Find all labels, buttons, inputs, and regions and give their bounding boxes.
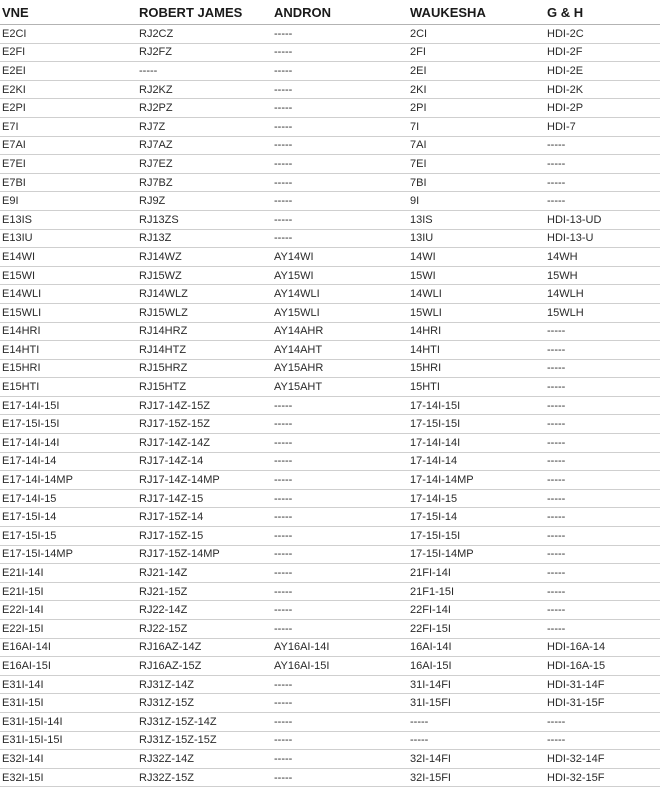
- waukesha-cell: -----: [408, 731, 545, 750]
- g-and-h-cell: HDI-2C: [545, 25, 660, 44]
- waukesha-cell: 14WLI: [408, 285, 545, 304]
- table-row: [0, 359, 660, 378]
- table-row: [0, 210, 660, 229]
- header-row: [0, 0, 660, 25]
- vne-cell: E7BI: [0, 173, 137, 192]
- g-and-h-cell: -----: [545, 136, 660, 155]
- g-and-h-cell: HDI-32-15F: [545, 768, 660, 787]
- g-and-h-cell: -----: [545, 155, 660, 174]
- table-row: [0, 192, 660, 211]
- g-and-h-cell: -----: [545, 508, 660, 527]
- robert-james-cell: RJ32Z-14Z: [137, 750, 272, 769]
- robert-james-cell: RJ22-14Z: [137, 601, 272, 620]
- waukesha-cell: 21FI-14I: [408, 564, 545, 583]
- table-row: [0, 303, 660, 322]
- g-and-h-cell: HDI-16A-14: [545, 638, 660, 657]
- andron-cell: -----: [272, 396, 408, 415]
- table-row: [0, 80, 660, 99]
- andron-cell: -----: [272, 25, 408, 44]
- vne-cell: E17-14I-14: [0, 452, 137, 471]
- robert-james-cell: RJ31Z-14Z: [137, 675, 272, 694]
- vne-cell: E2PI: [0, 99, 137, 118]
- robert-james-cell: RJ13ZS: [137, 210, 272, 229]
- waukesha-cell: 14WI: [408, 248, 545, 267]
- andron-cell: -----: [272, 545, 408, 564]
- vne-cell: E17-15I-14: [0, 508, 137, 527]
- vne-cell: E15WLI: [0, 303, 137, 322]
- g-and-h-cell: -----: [545, 582, 660, 601]
- waukesha-cell: 9I: [408, 192, 545, 211]
- vne-cell: E31I-14I: [0, 675, 137, 694]
- robert-james-cell: RJ17-15Z-14MP: [137, 545, 272, 564]
- robert-james-cell: RJ31Z-15Z: [137, 694, 272, 713]
- g-and-h-cell: -----: [545, 564, 660, 583]
- table-row: [0, 768, 660, 787]
- robert-james-cell: RJ2FZ: [137, 43, 272, 62]
- vne-cell: E14HTI: [0, 341, 137, 360]
- andron-cell: -----: [272, 601, 408, 620]
- waukesha-cell: 14HRI: [408, 322, 545, 341]
- andron-cell: -----: [272, 712, 408, 731]
- robert-james-cell: RJ31Z-15Z-15Z: [137, 731, 272, 750]
- vne-cell: E31I-15I-14I: [0, 712, 137, 731]
- vne-cell: E22I-15I: [0, 620, 137, 639]
- column-header-andron: ANDRON: [272, 0, 408, 25]
- table-row: [0, 25, 660, 44]
- vne-cell: E17-15I-15I: [0, 415, 137, 434]
- table-row: [0, 285, 660, 304]
- andron-cell: -----: [272, 415, 408, 434]
- robert-james-cell: RJ14HTZ: [137, 341, 272, 360]
- robert-james-cell: RJ2PZ: [137, 99, 272, 118]
- robert-james-cell: RJ7BZ: [137, 173, 272, 192]
- robert-james-cell: RJ22-15Z: [137, 620, 272, 639]
- andron-cell: -----: [272, 471, 408, 490]
- table-row: [0, 657, 660, 676]
- g-and-h-cell: HDI-32-14F: [545, 750, 660, 769]
- andron-cell: -----: [272, 43, 408, 62]
- waukesha-cell: 17-14I-15: [408, 489, 545, 508]
- robert-james-cell: RJ7EZ: [137, 155, 272, 174]
- table-row: [0, 471, 660, 490]
- g-and-h-cell: HDI-13-UD: [545, 210, 660, 229]
- robert-james-cell: RJ17-14Z-14Z: [137, 434, 272, 453]
- waukesha-cell: 7I: [408, 117, 545, 136]
- robert-james-cell: RJ17-14Z-15: [137, 489, 272, 508]
- andron-cell: -----: [272, 582, 408, 601]
- vne-cell: E14WLI: [0, 285, 137, 304]
- robert-james-cell: RJ17-14Z-14: [137, 452, 272, 471]
- vne-cell: E2KI: [0, 80, 137, 99]
- table-row: [0, 43, 660, 62]
- robert-james-cell: RJ2CZ: [137, 25, 272, 44]
- waukesha-cell: 7BI: [408, 173, 545, 192]
- andron-cell: -----: [272, 620, 408, 639]
- robert-james-cell: RJ17-15Z-15Z: [137, 415, 272, 434]
- waukesha-cell: 2PI: [408, 99, 545, 118]
- robert-james-cell: RJ15HRZ: [137, 359, 272, 378]
- robert-james-cell: RJ17-14Z-14MP: [137, 471, 272, 490]
- g-and-h-cell: HDI-16A-15: [545, 657, 660, 676]
- robert-james-cell: RJ14WZ: [137, 248, 272, 267]
- waukesha-cell: 17-15I-14: [408, 508, 545, 527]
- vne-cell: E22I-14I: [0, 601, 137, 620]
- table-row: [0, 452, 660, 471]
- vne-cell: E31I-15I: [0, 694, 137, 713]
- waukesha-cell: 15HRI: [408, 359, 545, 378]
- table-row: [0, 675, 660, 694]
- waukesha-cell: 17-14I-14MP: [408, 471, 545, 490]
- andron-cell: -----: [272, 750, 408, 769]
- table-row: [0, 508, 660, 527]
- table-row: [0, 712, 660, 731]
- column-header-vne: VNE: [0, 0, 137, 25]
- vne-cell: E17-15I-14MP: [0, 545, 137, 564]
- robert-james-cell: RJ15HTZ: [137, 378, 272, 397]
- table-row: [0, 489, 660, 508]
- andron-cell: -----: [272, 508, 408, 527]
- vne-cell: E21I-15I: [0, 582, 137, 601]
- waukesha-cell: 16AI-14I: [408, 638, 545, 657]
- andron-cell: -----: [272, 452, 408, 471]
- vne-cell: E17-14I-14MP: [0, 471, 137, 490]
- table-row: [0, 136, 660, 155]
- table-row: [0, 601, 660, 620]
- g-and-h-cell: -----: [545, 489, 660, 508]
- waukesha-cell: 14HTI: [408, 341, 545, 360]
- vne-cell: E21I-14I: [0, 564, 137, 583]
- g-and-h-cell: -----: [545, 378, 660, 397]
- robert-james-cell: RJ16AZ-15Z: [137, 657, 272, 676]
- andron-cell: -----: [272, 434, 408, 453]
- g-and-h-cell: HDI-2P: [545, 99, 660, 118]
- g-and-h-cell: 14WLH: [545, 285, 660, 304]
- table-body: [0, 25, 660, 787]
- g-and-h-cell: -----: [545, 452, 660, 471]
- waukesha-cell: 17-14I-15I: [408, 396, 545, 415]
- table-row: [0, 155, 660, 174]
- waukesha-cell: 17-14I-14: [408, 452, 545, 471]
- andron-cell: AY15AHT: [272, 378, 408, 397]
- waukesha-cell: 22FI-14I: [408, 601, 545, 620]
- table-row: [0, 638, 660, 657]
- table-row: [0, 266, 660, 285]
- waukesha-cell: 32I-14FI: [408, 750, 545, 769]
- g-and-h-cell: 15WH: [545, 266, 660, 285]
- robert-james-cell: RJ17-15Z-15: [137, 527, 272, 546]
- robert-james-cell: RJ21-15Z: [137, 582, 272, 601]
- waukesha-cell: 32I-15FI: [408, 768, 545, 787]
- robert-james-cell: RJ17-15Z-14: [137, 508, 272, 527]
- andron-cell: -----: [272, 489, 408, 508]
- table-row: [0, 694, 660, 713]
- andron-cell: AY16AI-14I: [272, 638, 408, 657]
- g-and-h-cell: -----: [545, 620, 660, 639]
- table-row: [0, 750, 660, 769]
- g-and-h-cell: HDI-31-15F: [545, 694, 660, 713]
- table-row: [0, 582, 660, 601]
- andron-cell: -----: [272, 675, 408, 694]
- andron-cell: AY14AHR: [272, 322, 408, 341]
- andron-cell: -----: [272, 694, 408, 713]
- robert-james-cell: RJ14HRZ: [137, 322, 272, 341]
- robert-james-cell: RJ14WLZ: [137, 285, 272, 304]
- waukesha-cell: 17-15I-14MP: [408, 545, 545, 564]
- vne-cell: E14HRI: [0, 322, 137, 341]
- waukesha-cell: 15HTI: [408, 378, 545, 397]
- g-and-h-cell: HDI-2E: [545, 62, 660, 81]
- g-and-h-cell: -----: [545, 322, 660, 341]
- table-row: [0, 434, 660, 453]
- table-row: [0, 527, 660, 546]
- table-row: [0, 229, 660, 248]
- robert-james-cell: RJ21-14Z: [137, 564, 272, 583]
- g-and-h-cell: 14WH: [545, 248, 660, 267]
- table-row: [0, 248, 660, 267]
- robert-james-cell: RJ2KZ: [137, 80, 272, 99]
- vne-cell: E9I: [0, 192, 137, 211]
- vne-cell: E7I: [0, 117, 137, 136]
- andron-cell: AY14AHT: [272, 341, 408, 360]
- vne-cell: E13IS: [0, 210, 137, 229]
- g-and-h-cell: -----: [545, 434, 660, 453]
- table-row: [0, 415, 660, 434]
- g-and-h-cell: HDI-13-U: [545, 229, 660, 248]
- andron-cell: AY15WI: [272, 266, 408, 285]
- table-row: [0, 117, 660, 136]
- table-row: [0, 341, 660, 360]
- vne-cell: E14WI: [0, 248, 137, 267]
- andron-cell: -----: [272, 731, 408, 750]
- andron-cell: -----: [272, 62, 408, 81]
- g-and-h-cell: -----: [545, 173, 660, 192]
- robert-james-cell: RJ9Z: [137, 192, 272, 211]
- andron-cell: AY14WI: [272, 248, 408, 267]
- andron-cell: -----: [272, 229, 408, 248]
- andron-cell: -----: [272, 192, 408, 211]
- table-row: [0, 322, 660, 341]
- table-row: [0, 378, 660, 397]
- andron-cell: -----: [272, 210, 408, 229]
- g-and-h-cell: -----: [545, 731, 660, 750]
- andron-cell: AY14WLI: [272, 285, 408, 304]
- column-header-g-and-h: G & H: [545, 0, 660, 25]
- vne-cell: E17-14I-15: [0, 489, 137, 508]
- andron-cell: -----: [272, 173, 408, 192]
- waukesha-cell: 13IU: [408, 229, 545, 248]
- vne-cell: E15HTI: [0, 378, 137, 397]
- vne-cell: E2EI: [0, 62, 137, 81]
- robert-james-cell: RJ15WLZ: [137, 303, 272, 322]
- vne-cell: E13IU: [0, 229, 137, 248]
- vne-cell: E15WI: [0, 266, 137, 285]
- g-and-h-cell: -----: [545, 545, 660, 564]
- g-and-h-cell: HDI-31-14F: [545, 675, 660, 694]
- andron-cell: -----: [272, 768, 408, 787]
- waukesha-cell: 7AI: [408, 136, 545, 155]
- waukesha-cell: 17-14I-14I: [408, 434, 545, 453]
- robert-james-cell: RJ7Z: [137, 117, 272, 136]
- vne-cell: E17-15I-15: [0, 527, 137, 546]
- vne-cell: E16AI-15I: [0, 657, 137, 676]
- g-and-h-cell: -----: [545, 341, 660, 360]
- waukesha-cell: 17-15I-15I: [408, 415, 545, 434]
- g-and-h-cell: 15WLH: [545, 303, 660, 322]
- robert-james-cell: RJ15WZ: [137, 266, 272, 285]
- robert-james-cell: RJ7AZ: [137, 136, 272, 155]
- waukesha-cell: 17-15I-15I: [408, 527, 545, 546]
- waukesha-cell: 21F1-15I: [408, 582, 545, 601]
- robert-james-cell: RJ17-14Z-15Z: [137, 396, 272, 415]
- robert-james-cell: RJ16AZ-14Z: [137, 638, 272, 657]
- andron-cell: AY16AI-15I: [272, 657, 408, 676]
- robert-james-cell: RJ32Z-15Z: [137, 768, 272, 787]
- vne-cell: E32I-15I: [0, 768, 137, 787]
- vne-cell: E16AI-14I: [0, 638, 137, 657]
- g-and-h-cell: -----: [545, 192, 660, 211]
- andron-cell: -----: [272, 136, 408, 155]
- g-and-h-cell: -----: [545, 396, 660, 415]
- column-header-waukesha: WAUKESHA: [408, 0, 545, 25]
- andron-cell: -----: [272, 117, 408, 136]
- table-header: [0, 0, 660, 25]
- robert-james-cell: -----: [137, 62, 272, 81]
- vne-cell: E2CI: [0, 25, 137, 44]
- g-and-h-cell: HDI-2K: [545, 80, 660, 99]
- table-row: [0, 545, 660, 564]
- waukesha-cell: 13IS: [408, 210, 545, 229]
- table-row: [0, 99, 660, 118]
- waukesha-cell: 16AI-15I: [408, 657, 545, 676]
- waukesha-cell: 22FI-15I: [408, 620, 545, 639]
- waukesha-cell: 2KI: [408, 80, 545, 99]
- waukesha-cell: 31I-15FI: [408, 694, 545, 713]
- table-row: [0, 620, 660, 639]
- column-header-robert-james: ROBERT JAMES: [137, 0, 272, 25]
- g-and-h-cell: -----: [545, 415, 660, 434]
- g-and-h-cell: -----: [545, 359, 660, 378]
- vne-cell: E7AI: [0, 136, 137, 155]
- robert-james-cell: RJ31Z-15Z-14Z: [137, 712, 272, 731]
- g-and-h-cell: HDI-7: [545, 117, 660, 136]
- waukesha-cell: 31I-14FI: [408, 675, 545, 694]
- table-row: [0, 62, 660, 81]
- g-and-h-cell: -----: [545, 601, 660, 620]
- andron-cell: -----: [272, 564, 408, 583]
- g-and-h-cell: -----: [545, 527, 660, 546]
- waukesha-cell: -----: [408, 712, 545, 731]
- waukesha-cell: 2EI: [408, 62, 545, 81]
- table-row: [0, 564, 660, 583]
- robert-james-cell: RJ13Z: [137, 229, 272, 248]
- vne-cell: E15HRI: [0, 359, 137, 378]
- g-and-h-cell: -----: [545, 471, 660, 490]
- andron-cell: AY15WLI: [272, 303, 408, 322]
- waukesha-cell: 15WI: [408, 266, 545, 285]
- vne-cell: E2FI: [0, 43, 137, 62]
- waukesha-cell: 2FI: [408, 43, 545, 62]
- vne-cell: E17-14I-14I: [0, 434, 137, 453]
- waukesha-cell: 2CI: [408, 25, 545, 44]
- waukesha-cell: 7EI: [408, 155, 545, 174]
- table-row: [0, 173, 660, 192]
- vne-cell: E7EI: [0, 155, 137, 174]
- waukesha-cell: 15WLI: [408, 303, 545, 322]
- vne-cell: E17-14I-15I: [0, 396, 137, 415]
- andron-cell: AY15AHR: [272, 359, 408, 378]
- vne-cell: E32I-14I: [0, 750, 137, 769]
- g-and-h-cell: -----: [545, 712, 660, 731]
- vne-cell: E31I-15I-15I: [0, 731, 137, 750]
- andron-cell: -----: [272, 99, 408, 118]
- andron-cell: -----: [272, 527, 408, 546]
- andron-cell: -----: [272, 155, 408, 174]
- andron-cell: -----: [272, 80, 408, 99]
- table-row: [0, 396, 660, 415]
- g-and-h-cell: HDI-2F: [545, 43, 660, 62]
